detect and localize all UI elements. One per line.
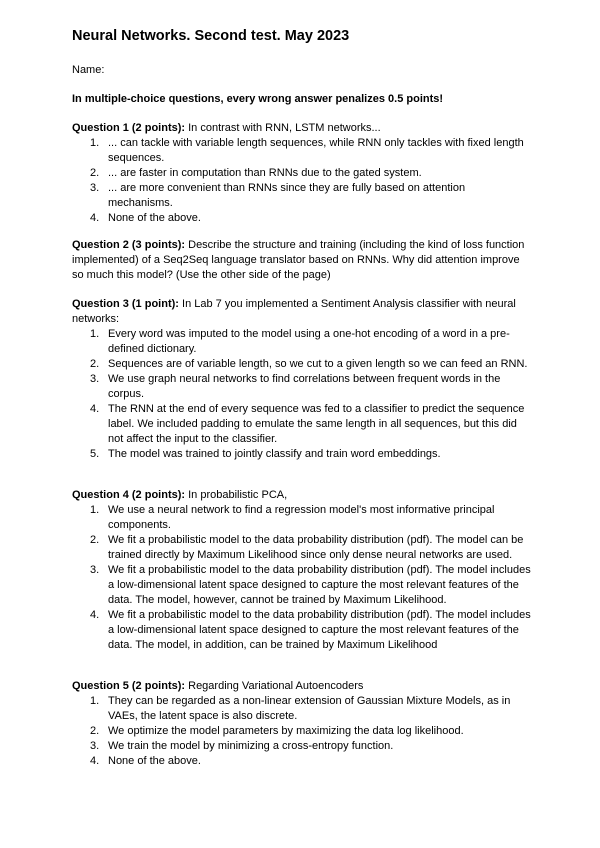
answer-options [72,327,532,462]
option-number: 3. [90,373,100,385]
question-1 [72,121,532,226]
question-2 [72,238,532,283]
option-text: ... can tackle with variable length sequences, while RNN only tackles with fixed length sequences. [108,137,524,164]
name-label: Name: [72,64,105,76]
option-number: 1. [90,695,100,707]
answer-options [72,694,532,769]
option-number: 3. [90,182,100,194]
option-number: 4. [90,609,100,621]
question-4 [72,488,532,653]
option-text: We fit a probabilistic model to the data probability distribution (pdf). The model can be trained directly by Maximum Likelihood since only dense neural networks are used. [108,534,524,561]
option-number: 1. [90,328,100,340]
option-number: 2. [90,534,100,546]
answer-option [72,724,532,739]
question-text: In Lab 7 you implemented a Sentiment Analysis classifier with neural networks: [72,298,516,325]
option-text: None of the above. [108,755,201,767]
question-header [72,488,532,503]
question-text: Describe the structure and training (including the kind of loss function implemented) of a Seq2Seq language translator based on RNNs. Why did attention improve so much this model? (Use the other side of the page) [72,239,525,281]
option-text: They can be regarded as a non-linear extension of Gaussian Mixture Models, as in VAEs, the latent space is also discrete. [108,695,511,722]
question-header [72,238,532,283]
option-text: Sequences are of variable length, so we cut to a given length so we can feed an RNN. [108,358,528,370]
answer-option [72,372,532,402]
question-label: Question 1 (2 points): [72,122,186,134]
option-text: The model was trained to jointly classify and train word embeddings. [108,448,441,460]
option-number: 3. [90,740,100,752]
option-text: The RNN at the end of every sequence was fed to a classifier to predict the sequence label. We included padding to emulate the same length in all sequences, but this did not affect the input to the classifier. [108,403,525,445]
answer-option [72,136,532,166]
option-text: We fit a probabilistic model to the data probability distribution (pdf). The model includes a low-dimensional latent space designed to capture the most relevant features of the data. The model, however, cannot be trained by Maximum Likelihood. [108,564,531,606]
question-label: Question 2 (3 points): [72,239,186,251]
option-number: 4. [90,755,100,767]
option-text: We use a neural network to find a regression model's most informative principal components. [108,504,495,531]
answer-option [72,608,532,653]
question-text: In contrast with RNN, LSTM networks... [185,122,381,134]
answer-option [72,211,532,226]
option-text: We train the model by minimizing a cross-entropy function. [108,740,394,752]
answer-option [72,754,532,769]
option-text: None of the above. [108,212,201,224]
question-label: Question 5 (2 points): [72,680,186,692]
answer-option [72,694,532,724]
option-text: ... are more convenient than RNNs since they are fully based on attention mechanisms. [108,182,466,209]
option-number: 4. [90,403,100,415]
answer-options [72,136,532,226]
question-label: Question 3 (1 point): [72,298,179,310]
option-text: We optimize the model parameters by maximizing the data log likelihood. [108,725,464,737]
question-header [72,121,532,136]
answer-option [72,166,532,181]
answer-option [72,181,532,211]
question-label: Question 4 (2 points): [72,489,186,501]
answer-option [72,402,532,447]
option-number: 5. [90,448,100,460]
answer-option [72,739,532,754]
instructions: In multiple-choice questions, every wrong answer penalizes 0.5 points! [72,93,444,105]
document-title: Neural Networks. Second test. May 2023 [72,28,350,44]
answer-option [72,447,532,462]
question-text: Regarding Variational Autoencoders [185,680,364,692]
option-number: 1. [90,504,100,516]
option-number: 2. [90,358,100,370]
answer-option [72,533,532,563]
option-number: 2. [90,167,100,179]
question-text: In probabilistic PCA, [185,489,288,501]
question-5 [72,679,532,769]
option-number: 2. [90,725,100,737]
option-number: 3. [90,564,100,576]
option-text: We fit a probabilistic model to the data probability distribution (pdf). The model includes a low-dimensional latent space designed to capture the most relevant features of the data. The model, in addition, can be trained by Maximum Likelihood [108,609,531,651]
question-header [72,679,532,694]
answer-option [72,503,532,533]
option-number: 1. [90,137,100,149]
question-3 [72,297,532,462]
option-text: Every word was imputed to the model using a one-hot encoding of a word in a pre-defined dictionary. [108,328,510,355]
answer-options [72,503,532,653]
answer-option [72,357,532,372]
answer-option [72,563,532,608]
answer-option [72,327,532,357]
question-header [72,297,532,327]
option-number: 4. [90,212,100,224]
option-text: ... are faster in computation than RNNs due to the gated system. [108,167,422,179]
option-text: We use graph neural networks to find correlations between frequent words in the corpus. [108,373,501,400]
